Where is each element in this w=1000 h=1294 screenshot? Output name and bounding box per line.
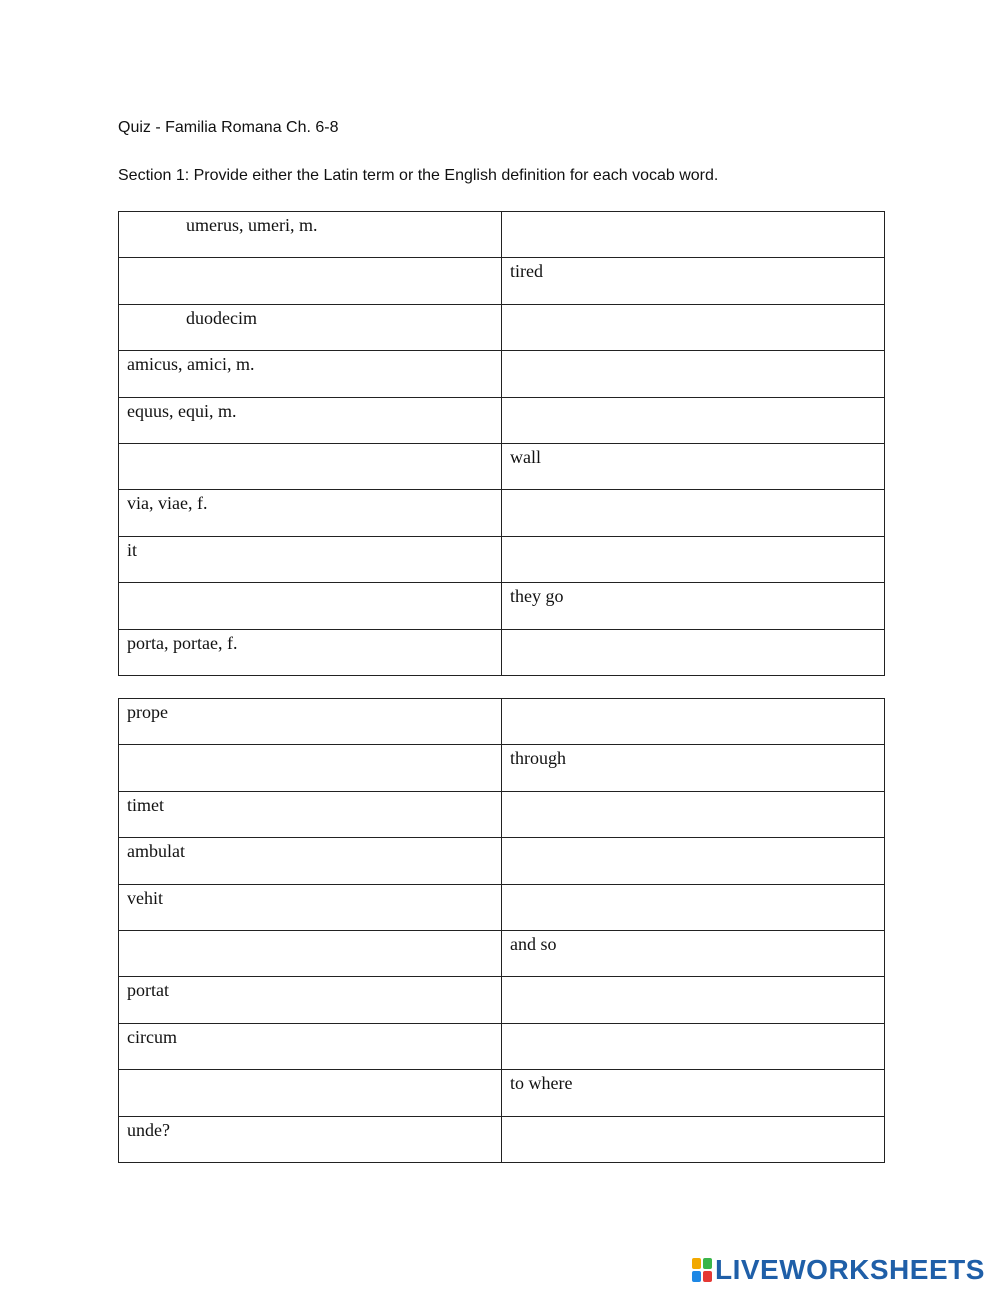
table-row (119, 1116, 885, 1162)
vocab-table-1 (118, 211, 885, 676)
table-row (119, 443, 885, 489)
english-cell[interactable] (502, 699, 885, 745)
latin-cell[interactable]: porta, portae, f. (119, 629, 502, 675)
latin-cell[interactable]: prope (119, 699, 502, 745)
english-cell[interactable]: to where (502, 1070, 885, 1116)
english-cell[interactable] (502, 536, 885, 582)
english-cell[interactable] (502, 304, 885, 350)
vocab-table-2 (118, 698, 885, 1163)
table-row (119, 351, 885, 397)
table-row (119, 212, 885, 258)
latin-cell[interactable]: duodecim (119, 304, 502, 350)
table-row (119, 490, 885, 536)
latin-cell[interactable]: equus, equi, m. (119, 397, 502, 443)
latin-cell[interactable]: via, viae, f. (119, 490, 502, 536)
liveworksheets-logo-icon (692, 1258, 712, 1282)
english-cell[interactable] (502, 977, 885, 1023)
latin-cell[interactable] (119, 258, 502, 304)
latin-cell[interactable]: ambulat (119, 838, 502, 884)
english-cell[interactable] (502, 490, 885, 536)
latin-cell[interactable]: vehit (119, 884, 502, 930)
table-row (119, 1023, 885, 1069)
english-cell[interactable]: tired (502, 258, 885, 304)
liveworksheets-logo (692, 1256, 985, 1284)
latin-cell[interactable] (119, 583, 502, 629)
english-cell[interactable] (502, 212, 885, 258)
table-row (119, 699, 885, 745)
table-row (119, 838, 885, 884)
table-row (119, 397, 885, 443)
latin-cell[interactable]: timet (119, 791, 502, 837)
latin-cell[interactable]: portat (119, 977, 502, 1023)
table-row (119, 583, 885, 629)
latin-cell[interactable] (119, 745, 502, 791)
latin-cell[interactable]: circum (119, 1023, 502, 1069)
latin-cell[interactable]: amicus, amici, m. (119, 351, 502, 397)
english-cell[interactable] (502, 884, 885, 930)
table-row (119, 791, 885, 837)
english-cell[interactable] (502, 838, 885, 884)
table-row (119, 977, 885, 1023)
table-row (119, 304, 885, 350)
english-cell[interactable] (502, 1116, 885, 1162)
english-cell[interactable] (502, 397, 885, 443)
english-cell[interactable] (502, 791, 885, 837)
table-row (119, 258, 885, 304)
page-title: Quiz - Familia Romana Ch. 6-8 (118, 119, 339, 136)
table-row (119, 536, 885, 582)
latin-cell[interactable]: unde? (119, 1116, 502, 1162)
english-cell[interactable]: wall (502, 443, 885, 489)
english-cell[interactable] (502, 1023, 885, 1069)
latin-cell[interactable]: umerus, umeri, m. (119, 212, 502, 258)
table-row (119, 745, 885, 791)
english-cell[interactable] (502, 351, 885, 397)
table-row (119, 884, 885, 930)
english-cell[interactable]: and so (502, 930, 885, 976)
english-cell[interactable]: they go (502, 583, 885, 629)
section-instructions: Section 1: Provide either the Latin term or the English definition for each vocab word. (118, 167, 719, 184)
latin-cell[interactable] (119, 930, 502, 976)
table-row (119, 930, 885, 976)
table-row (119, 1070, 885, 1116)
logo-wordmark: LIVEWORKSHEETS (715, 1254, 985, 1285)
latin-cell[interactable]: it (119, 536, 502, 582)
latin-cell[interactable] (119, 443, 502, 489)
latin-cell[interactable] (119, 1070, 502, 1116)
english-cell[interactable]: through (502, 745, 885, 791)
english-cell[interactable] (502, 629, 885, 675)
table-row (119, 629, 885, 675)
